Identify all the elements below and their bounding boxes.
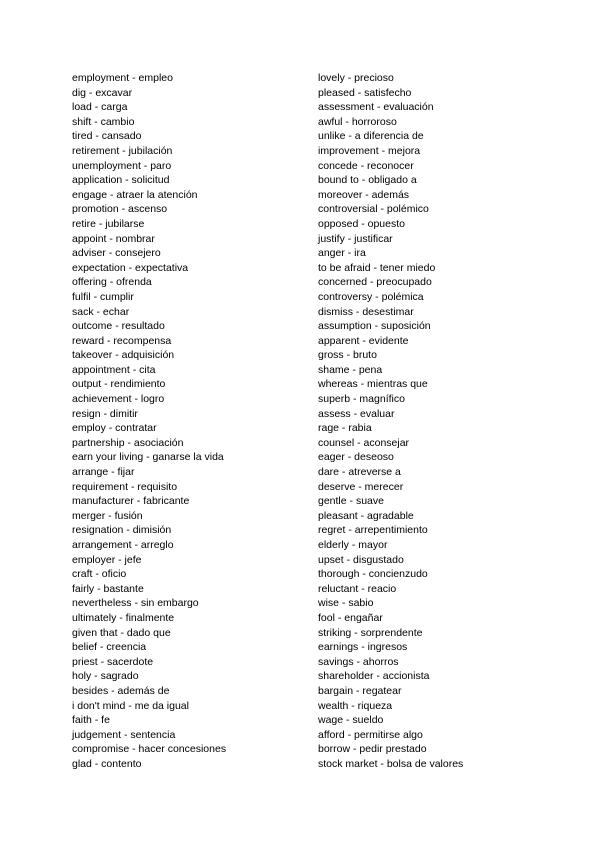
vocabulary-entry: employment - empleo: [72, 72, 173, 84]
vocabulary-list-right: [318, 71, 558, 772]
vocabulary-entry: gross - bruto: [318, 349, 377, 362]
vocabulary-entry: upset - disgustado: [318, 553, 404, 566]
vocabulary-entry: given that - dado que: [72, 626, 171, 639]
vocabulary-entry: controversy - polémica: [318, 290, 424, 303]
vocabulary-entry: concede - reconocer: [318, 159, 414, 172]
vocabulary-entry: to be afraid - tener miedo: [318, 261, 436, 274]
vocabulary-entry: savings - ahorros: [318, 655, 399, 668]
vocabulary-entry: fool - engañar: [318, 611, 383, 624]
vocabulary-entry: achievement - logro: [72, 393, 165, 406]
vocabulary-entry: rage - rabia: [318, 422, 372, 435]
vocabulary-entry: faith - fe: [72, 714, 110, 727]
vocabulary-entry: application - solicitud: [72, 174, 170, 187]
vocabulary-entry: priest - sacerdote: [72, 655, 154, 668]
vocabulary-entry: apparent - evidente: [318, 334, 409, 347]
vocabulary-entry: assess - evaluar: [318, 407, 395, 420]
vocabulary-entry: opposed - opuesto: [318, 217, 405, 230]
vocabulary-entry: justify - justificar: [318, 232, 393, 245]
vocabulary-entry: superb - magnífico: [318, 393, 405, 406]
vocabulary-entry: tired - cansado: [72, 130, 142, 143]
vocabulary-entry: sack - echar: [72, 305, 130, 318]
vocabulary-entry: earn your living - ganarse la vida: [72, 451, 224, 464]
vocabulary-entry: employer - jefe: [72, 553, 142, 566]
vocabulary-entry: compromise - hacer concesiones: [72, 743, 227, 756]
vocabulary-entry: glad - contento: [72, 757, 142, 770]
vocabulary-entry: load - carga: [72, 101, 128, 114]
vocabulary-entry: ultimately - finalmente: [72, 611, 175, 624]
vocabulary-entry: adviser - consejero: [72, 247, 161, 260]
vocabulary-entry: requirement - requisito: [72, 480, 178, 493]
vocabulary-entry: shareholder - accionista: [318, 670, 430, 683]
vocabulary-entry: dismiss - desestimar: [318, 305, 414, 318]
vocabulary-entry: craft - oficio: [72, 568, 127, 581]
vocabulary-entry: dig - excavar: [72, 86, 133, 99]
vocabulary-entry: holy - sagrado: [72, 670, 139, 683]
vocabulary-entry: resignation - dimisión: [72, 524, 172, 537]
vocabulary-entry: stock market - bolsa de valores: [318, 757, 464, 770]
vocabulary-entry: pleased - satisfecho: [318, 86, 412, 99]
vocabulary-entry: engage - atraer la atención: [72, 188, 198, 201]
vocabulary-entry: lovely - precioso: [318, 72, 394, 84]
vocabulary-entry: wealth - riqueza: [318, 699, 393, 712]
vocabulary-entry: counsel - aconsejar: [318, 436, 410, 449]
vocabulary-entry: earnings - ingresos: [318, 641, 408, 654]
vocabulary-entry: nevertheless - sin embargo: [72, 597, 199, 610]
vocabulary-entry: appoint - nombrar: [72, 232, 155, 245]
vocabulary-entry: dare - atreverse a: [318, 466, 401, 479]
vocabulary-entry: whereas - mientras que: [318, 378, 428, 391]
vocabulary-entry: employ - contratar: [72, 422, 157, 435]
vocabulary-entry: expectation - expectativa: [72, 261, 189, 274]
vocabulary-entry: pleasant - agradable: [318, 509, 414, 522]
vocabulary-entry: concerned - preocupado: [318, 276, 432, 289]
vocabulary-entry: besides - además de: [72, 684, 170, 697]
vocabulary-entry: unlike - a diferencia de: [318, 130, 424, 143]
vocabulary-entry: fulfil - cumplir: [72, 290, 134, 303]
vocabulary-entry: striking - sorprendente: [318, 626, 423, 639]
vocabulary-entry: controversial - polémico: [318, 203, 429, 216]
vocabulary-entry: output - rendimiento: [72, 378, 166, 391]
vocabulary-entry: wage - sueldo: [318, 714, 384, 727]
vocabulary-entry: gentle - suave: [318, 495, 384, 508]
vocabulary-entry: resign - dimitir: [72, 407, 138, 420]
vocabulary-list-left: [72, 71, 302, 772]
vocabulary-entry: belief - creencia: [72, 641, 147, 654]
vocabulary-entry: bargain - regatear: [318, 684, 402, 697]
vocabulary-entry: retirement - jubilación: [72, 144, 173, 157]
vocabulary-entry: awful - horroroso: [318, 115, 397, 128]
vocabulary-entry: takeover - adquisición: [72, 349, 175, 362]
vocabulary-entry: anger - ira: [318, 247, 366, 260]
vocabulary-entry: unemployment - paro: [72, 159, 172, 172]
vocabulary-entry: arrange - fijar: [72, 466, 135, 479]
vocabulary-entry: offering - ofrenda: [72, 276, 152, 289]
vocabulary-entry: fairly - bastante: [72, 582, 144, 595]
vocabulary-entry: merger - fusión: [72, 509, 143, 522]
vocabulary-entry: bound to - obligado a: [318, 174, 417, 187]
vocabulary-entry: improvement - mejora: [318, 144, 421, 157]
vocabulary-entry: thorough - concienzudo: [318, 568, 428, 581]
vocabulary-entry: wise - sabio: [318, 597, 374, 610]
vocabulary-entry: assumption - suposición: [318, 320, 431, 333]
vocabulary-entry: eager - deseoso: [318, 451, 394, 464]
vocabulary-entry: arrangement - arreglo: [72, 539, 174, 551]
vocabulary-entry: manufacturer - fabricante: [72, 495, 190, 508]
vocabulary-entry: elderly - mayor: [318, 539, 388, 551]
vocabulary-entry: retire - jubilarse: [72, 217, 145, 230]
vocabulary-entry: promotion - ascenso: [72, 203, 168, 216]
vocabulary-entry: assessment - evaluación: [318, 101, 434, 114]
vocabulary-entry: judgement - sentencia: [72, 728, 176, 741]
vocabulary-entry: borrow - pedir prestado: [318, 743, 427, 756]
vocabulary-entry: regret - arrepentimiento: [318, 524, 428, 537]
vocabulary-entry: appointment - cita: [72, 363, 156, 376]
vocabulary-entry: outcome - resultado: [72, 320, 165, 333]
vocabulary-entry: reward - recompensa: [72, 334, 172, 347]
vocabulary-entry: reluctant - reacio: [318, 582, 397, 595]
vocabulary-entry: deserve - merecer: [318, 480, 404, 493]
vocabulary-entry: i don't mind - me da igual: [72, 699, 189, 712]
vocabulary-entry: moreover - además: [318, 188, 410, 201]
vocabulary-entry: afford - permitirse algo: [318, 728, 423, 741]
vocabulary-entry: partnership - asociación: [72, 436, 184, 449]
vocabulary-entry: shift - cambio: [72, 115, 135, 128]
vocabulary-entry: shame - pena: [318, 363, 383, 376]
